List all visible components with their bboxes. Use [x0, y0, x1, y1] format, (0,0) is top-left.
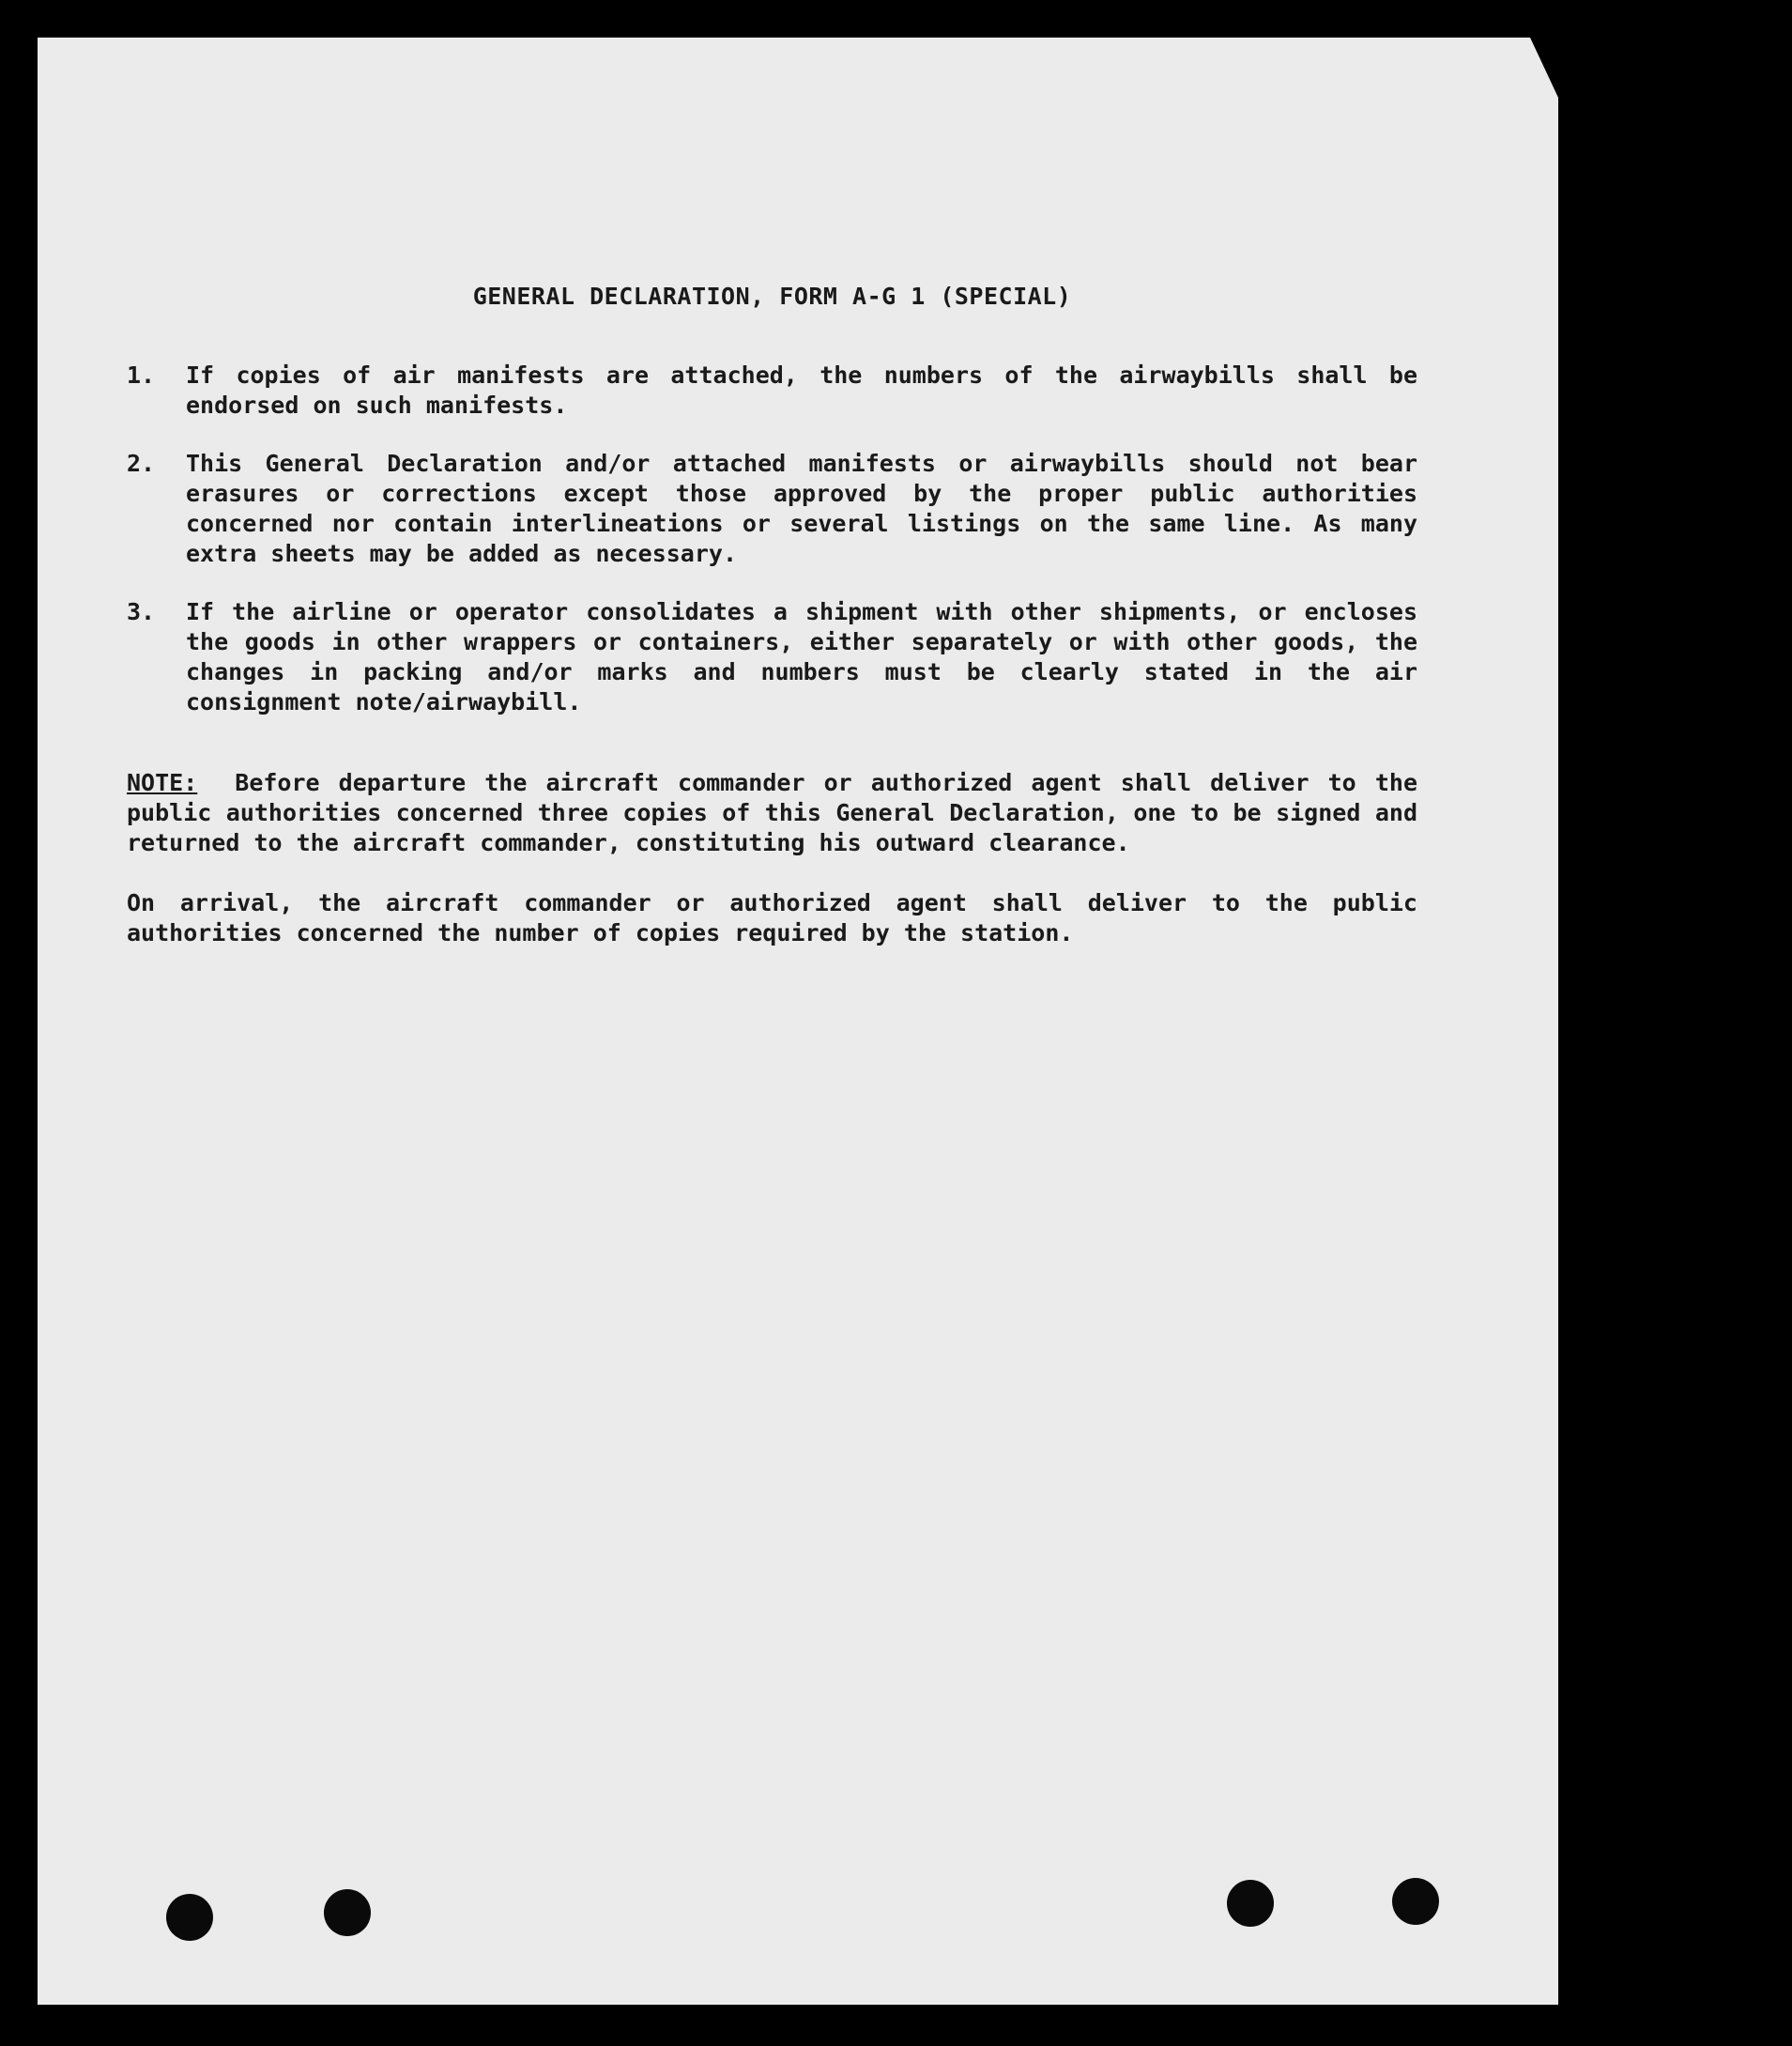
item-number: 3. [127, 598, 156, 625]
item-text: If the airline or operator consolidates a shipment with other shipments, or encloses the goods in other wrappers or containers, either separately or with other goods, the changes in packing and/or marks and numbers must be clearly stated in the air consignment note/airwaybill. [186, 598, 1417, 715]
document-title: GENERAL DECLARATION, FORM A-G 1 (SPECIAL) [472, 283, 1072, 310]
arrival-paragraph: On arrival, the aircraft commander or authorized agent shall deliver to the public authorities concerned the number of copies required by the station. [127, 889, 1417, 946]
punch-hole-left-1 [166, 1894, 213, 1941]
item-number: 1. [127, 362, 156, 389]
note-paragraph [127, 768, 1417, 858]
note-text: Before departure the aircraft commander or authorized agent shall deliver to the public authorities concerned three copies of this General Declaration, one to be signed and returned to the aircraft commander, constituting his outward clearance. [127, 769, 1417, 856]
punch-hole-left-2 [324, 1889, 371, 1936]
list-item [127, 361, 1417, 421]
item-number: 2. [127, 450, 156, 477]
note-label: NOTE: [127, 769, 198, 796]
list-item [127, 449, 1417, 569]
document-body [127, 282, 1417, 948]
item-text: If copies of air manifests are attached, the numbers of the airwaybills shall be endorsed on such manifests. [186, 362, 1417, 419]
punch-hole-right-2 [1392, 1878, 1439, 1925]
list-item [127, 597, 1417, 717]
punch-hole-right-1 [1227, 1880, 1274, 1927]
item-text: This General Declaration and/or attached manifests or airwaybills should not bear erasures or corrections except those approved by the proper public authorities concerned nor contain interlineations or several listings on the same line. As many extra sheets may be added as necessary. [186, 450, 1417, 567]
